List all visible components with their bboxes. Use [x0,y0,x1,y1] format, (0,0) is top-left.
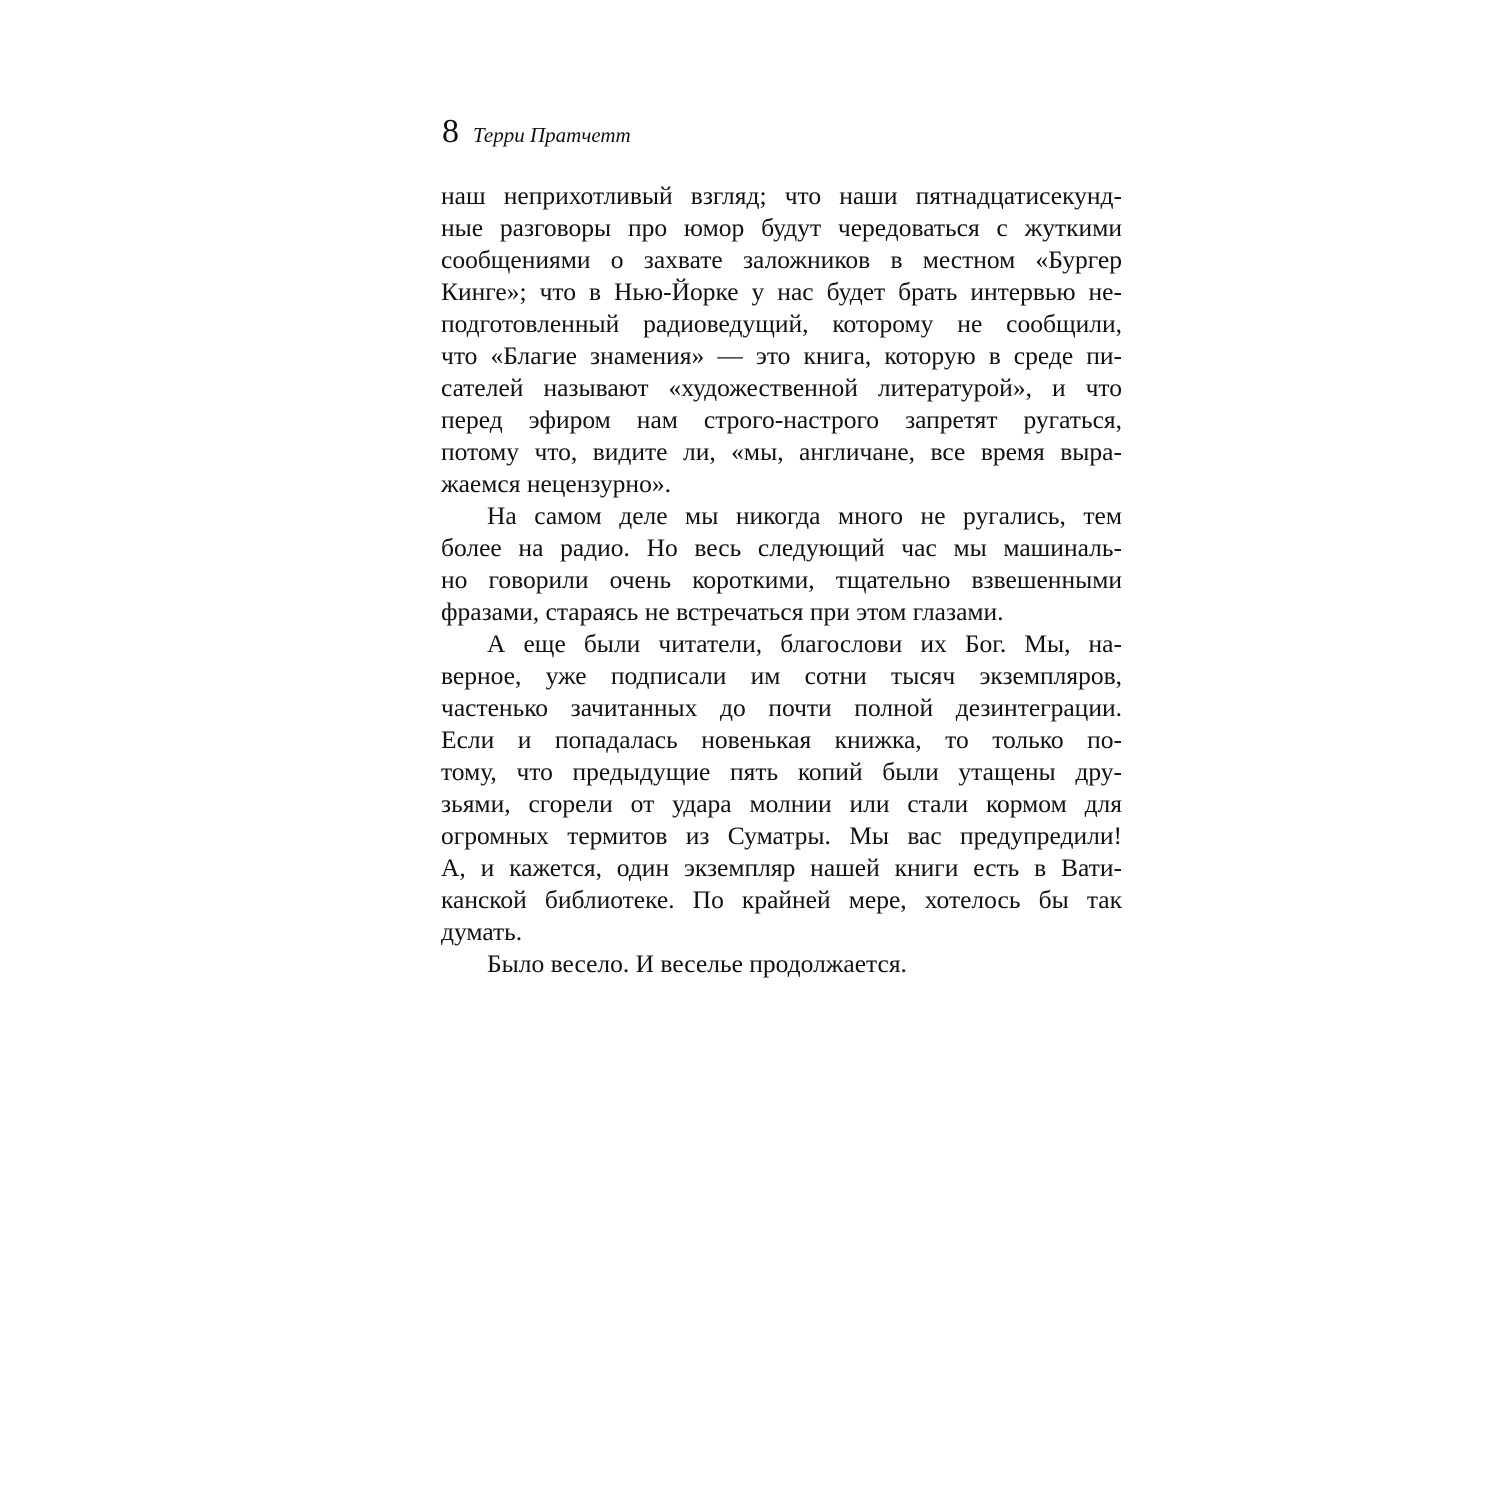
paragraph [441,500,1122,628]
text-line: частенько зачитанных до почти полной дезинтеграции. [441,693,1122,722]
text-line: тому, что предыдущие пять копий были утащены дру- [441,757,1122,786]
text-line: сателей называют «художественной литературой», и что [441,373,1122,402]
text-line: канской библиотеке. По крайней мере, хотелось бы так [441,885,1122,914]
text-body [441,180,1122,980]
text-line: думать. [441,917,523,946]
text-line: зьями, сгорели от удара молнии или стали кормом для [441,789,1122,818]
text-line: фразами, стараясь не встречаться при этом глазами. [441,597,1004,626]
paragraph [441,180,1122,500]
text-line: Кинге»; что в Нью-Йорке у нас будет брать интервью не- [441,277,1122,306]
text-line: А, и кажется, один экземпляр нашей книги есть в Вати- [441,853,1122,882]
text-line: жаемся нецензурно». [441,469,671,498]
text-line: На самом деле мы никогда много не ругались, тем [487,501,1122,530]
running-head [442,112,631,155]
text-line: ные разговоры про юмор будут чередоваться с жуткими [441,213,1122,242]
text-line: наш неприхотливый взгляд; что наши пятнадцатисекунд- [441,181,1122,210]
text-line: перед эфиром нам строго-настрого запретят ругаться, [441,405,1122,434]
text-line: А еще были читатели, благослови их Бог. Мы, на- [487,629,1122,658]
paragraph [441,948,1122,980]
text-line: подготовленный радиоведущий, которому не сообщили, [441,309,1122,338]
author-name: Терри Пратчетт [473,123,631,147]
text-line: верное, уже подписали им сотни тысяч экземпляров, [441,661,1122,690]
text-line: потому что, видите ли, «мы, англичане, все время выра- [441,437,1122,466]
text-line: сообщениями о захвате заложников в местном «Бургер [441,245,1122,274]
page-number: 8 [442,113,459,150]
text-line: Если и попадалась новенькая книжка, то только по- [441,725,1122,754]
text-line: более на радио. Но весь следующий час мы машиналь- [441,533,1122,562]
paragraph [441,628,1122,948]
text-line: что «Благие знамения» — это книга, которую в среде пи- [441,341,1122,370]
text-line: но говорили очень короткими, тщательно взвешенными [441,565,1122,594]
text-line: огромных термитов из Суматры. Мы вас предупредили! [441,821,1122,850]
text-line: Было весело. И веселье продолжается. [487,949,907,978]
